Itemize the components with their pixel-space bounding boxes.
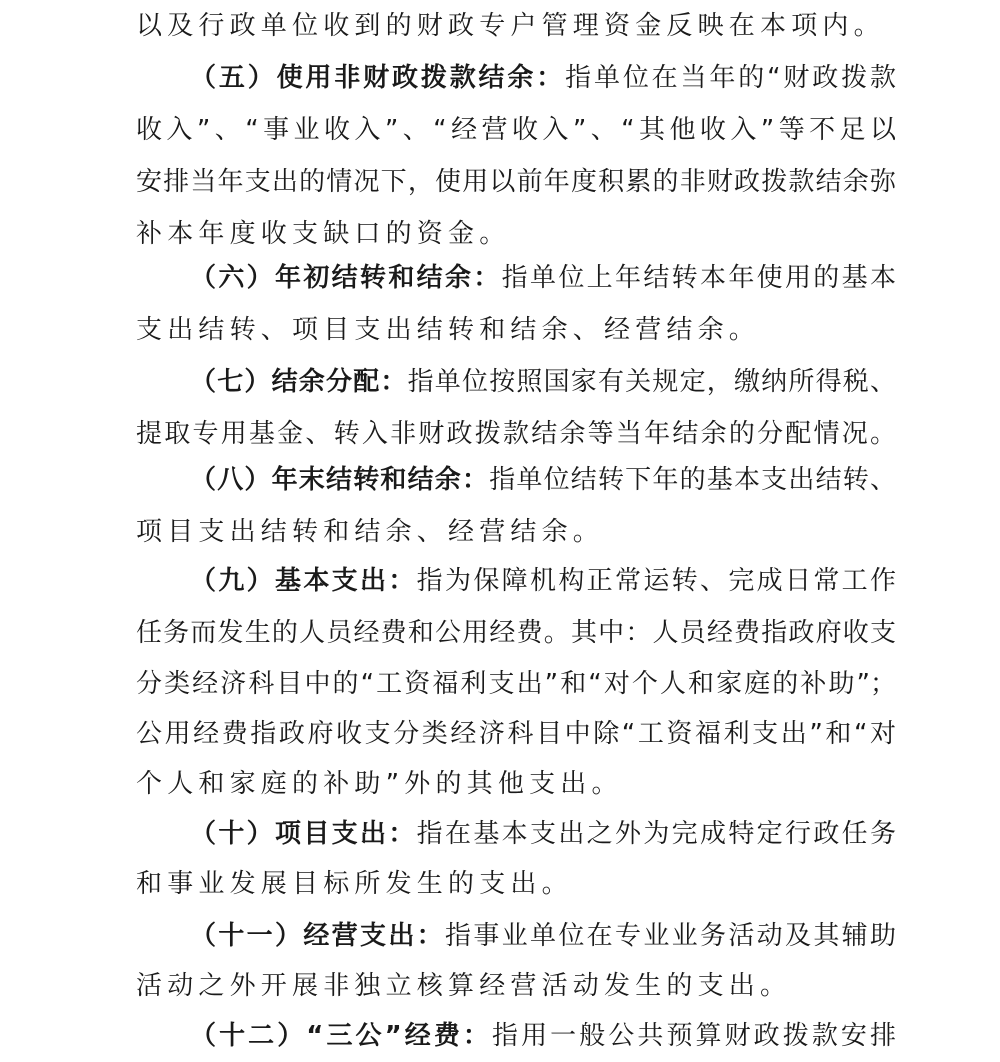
text-line: 活动之外开展非独立核算经营活动发生的支出。 xyxy=(136,971,792,1001)
section-text: 指为保障机构正常运转、完成日常工作 xyxy=(416,566,896,596)
section-term: （十一）经营支出： xyxy=(190,921,445,951)
text-line: 任务而发生的人员经费和公用经费。其中：人员经费指政府收支 xyxy=(136,618,896,648)
text-line: 和事业发展目标所发生的支出。 xyxy=(136,869,573,899)
section-term: （五）使用非财政拨款结余： xyxy=(190,63,566,93)
text-line xyxy=(190,910,896,962)
text-line xyxy=(190,454,896,506)
text-line xyxy=(190,356,896,408)
text-line: 安排当年支出的情况下，使用以前年度积累的非财政拨款结余弥 xyxy=(136,167,896,197)
text-line xyxy=(190,252,896,304)
section-text: 指单位按照国家有关规定，缴纳所得税、 xyxy=(407,367,896,397)
text-line: 收入”、“事业收入”、“经营收入”、“其他收入”等不足以 xyxy=(136,115,896,145)
section-term: （十二）“三公”经费： xyxy=(190,1021,492,1051)
section-term: （七）结余分配： xyxy=(190,367,408,397)
section-text: 指事业单位在专业业务活动及其辅助 xyxy=(445,921,896,951)
section-term: （十）项目支出： xyxy=(190,819,417,849)
text-line: 支出结转、项目支出结转和结余、经营结余。 xyxy=(136,315,761,345)
text-line: 个人和家庭的补助”外的其他支出。 xyxy=(136,769,623,799)
text-line xyxy=(190,808,896,860)
section-text: 指单位结转下年的基本支出结转、 xyxy=(489,465,896,495)
text-line: 补本年度收支缺口的资金。 xyxy=(136,219,511,249)
section-term: （九）基本支出： xyxy=(190,566,417,596)
text-line xyxy=(190,52,896,104)
text-line: 分类经济科目中的“工资福利支出”和“对个人和家庭的补助”； xyxy=(136,669,896,699)
text-line: 提取专用基金、转入非财政拨款结余等当年结余的分配情况。 xyxy=(136,419,896,449)
section-text: 指用一般公共预算财政拨款安排 xyxy=(492,1021,896,1051)
section-term: （六）年初结转和结余： xyxy=(190,263,502,293)
text-line xyxy=(190,1010,896,1062)
section-text: 指在基本支出之外为完成特定行政任务 xyxy=(416,819,896,849)
text-line xyxy=(190,555,896,607)
section-term: （八）年末结转和结余： xyxy=(190,465,490,495)
text-line: 公用经费指政府收支分类经济科目中除“工资福利支出”和“对 xyxy=(136,719,896,749)
section-text: 指单位在当年的“财政拨款 xyxy=(565,63,896,93)
section-text: 指单位上年结转本年使用的基本 xyxy=(501,263,896,293)
text-line: 以及行政单位收到的财政专户管理资金反映在本项内。 xyxy=(136,11,885,41)
text-line: 项目支出结转和结余、经营结余。 xyxy=(136,517,605,547)
